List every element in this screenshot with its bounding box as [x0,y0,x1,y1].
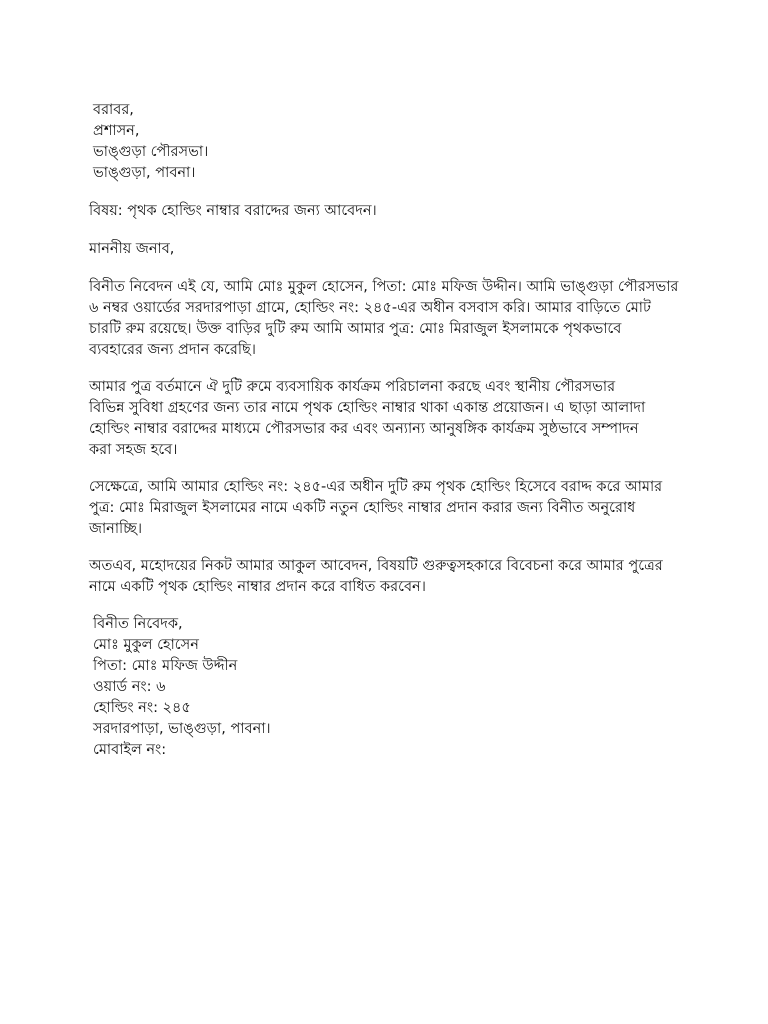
signature-line: মোবাইল নং: [93,742,167,758]
salutation-text: মাননীয় জনাব, [89,241,175,257]
recipient-block [89,100,689,184]
body-paragraph-4 [89,556,689,598]
recipient-line: ভাঙ্গুড়া, পাবনা। [93,165,196,181]
paragraph-line: বিভিন্ন সুবিধা গ্রহণের জন্য তার নামে পৃথক হোল্ডিং নাম্বার থাকা একান্ত প্রয়োজন। এ ছাড়া আলাদা [89,400,646,416]
paragraph-line: সেক্ষেত্রে, আমি আমার হোল্ডিং নং: ২৪৫-এর অধীন দুটি রুম পৃথক হোল্ডিং হিসেবে বরাদ্দ করে আমার [89,479,663,495]
paragraph-line: অতএব, মহোদয়ের নিকট আমার আকুল আবেদন, বিষয়টি গুরুত্বসহকারে বিবেচনা করে আমার পুত্রের [89,558,663,574]
paragraph-line: করা সহজ হবে। [89,442,178,458]
paragraph-line: জানাচ্ছি। [89,521,143,537]
paragraph-line: নামে একটি পৃথক হোল্ডিং নাম্বার প্রদান করে বাধিত করবেন। [89,579,426,595]
subject-line [89,201,689,222]
body-paragraph-1 [89,277,689,361]
paragraph-line: আমার পুত্র বর্তমানে ঐ দুটি রুমে ব্যবসায়িক কার্যক্রম পরিচালনা করছে এবং স্থানীয় পৌরসভার [89,379,616,395]
signature-line: মোঃ মুকুল হোসেন [93,637,199,653]
signature-line: হোল্ডিং নং: ২৪৫ [93,700,191,716]
signature-line: সরদারপাড়া, ভাঙ্গুড়া, পাবনা। [93,721,271,737]
signature-line: ওয়ার্ড নং: ৬ [93,679,166,695]
paragraph-line: ৬ নম্বর ওয়ার্ডের সরদারপাড়া গ্রামে, হোল্ডিং নং: ২৪৫-এর অধীন বসবাস করি। আমার বাড়িতে মোট [89,300,651,316]
body-paragraph-2 [89,377,689,461]
body-paragraph-3 [89,477,689,540]
letter-page [89,100,689,761]
signature-block [89,614,689,761]
salutation [89,239,689,260]
subject-text: বিষয়: পৃথক হোল্ডিং নাম্বার বরাদ্দের জন্য আবেদন। [89,203,377,219]
paragraph-line: চারটি রুম রয়েছে। উক্ত বাড়ির দুটি রুম আমি আমার পুত্র: মোঃ মিরাজুল ইসলামকে পৃথকভাবে [89,321,622,337]
recipient-salutation: বরাবর, [93,102,134,118]
paragraph-line: ব্যবহারের জন্য প্রদান করেছি। [89,342,256,358]
paragraph-line: পুত্র: মোঃ মিরাজুল ইসলামের নামে একটি নতুন হোল্ডিং নাম্বার প্রদান করার জন্য বিনীত অনুরোধ [89,500,636,516]
recipient-line: ভাঙ্গুড়া পৌরসভা। [93,144,209,160]
paragraph-line: বিনীত নিবেদন এই যে, আমি মোঃ মুকুল হোসেন, পিতা: মোঃ মফিজ উদ্দীন। আমি ভাঙ্গুড়া পৌরসভার [89,279,679,295]
recipient-line: প্রশাসন, [93,123,140,139]
paragraph-line: হোল্ডিং নাম্বার বরাদ্দের মাধ্যমে পৌরসভার কর এবং অন্যান্য আনুষঙ্গিক কার্যক্রম সুষ্ঠভাবে সম্পাদন [89,421,639,437]
signature-line: পিতা: মোঃ মফিজ উদ্দীন [93,658,238,674]
signature-closing: বিনীত নিবেদক, [93,616,183,632]
